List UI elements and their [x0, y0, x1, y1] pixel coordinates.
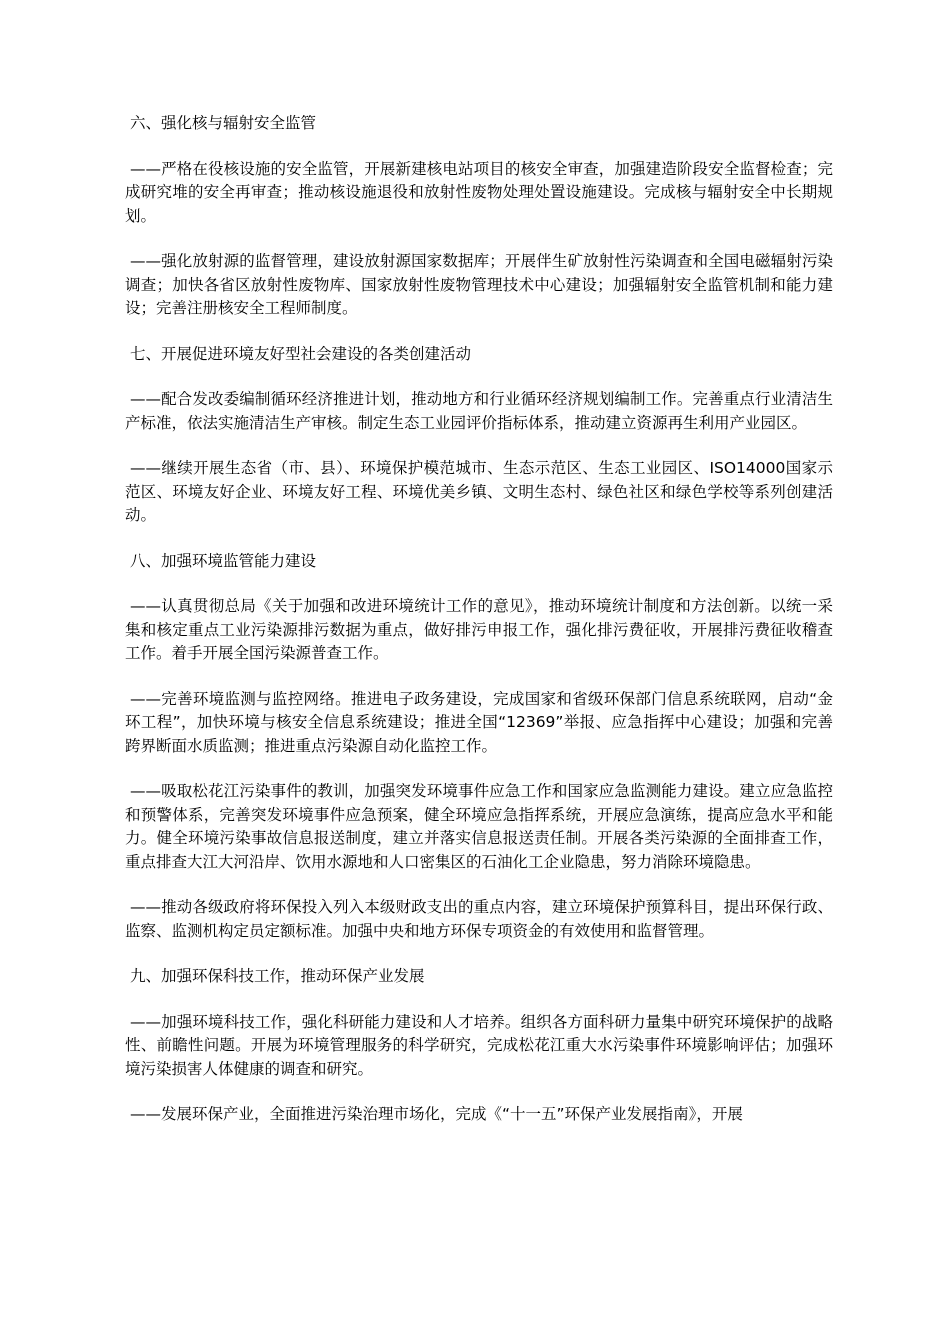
- document-body: [125, 112, 833, 1127]
- paragraph: ——推动各级政府将环保投入列入本级财政支出的重点内容，建立环境保护预算科目，提出环保行政、监察、监测机构定员定额标准。加强中央和地方环保专项资金的有效使用和监督管理。: [125, 898, 833, 940]
- paragraph: ——继续开展生态省（市、县）、环境保护模范城市、生态示范区、生态工业园区、ISO14000国家示范区、环境友好企业、环境友好工程、环境优美乡镇、文明生态村、绿色社区和绿色学校等系列创建活动。: [125, 459, 833, 524]
- section-heading-9: 九、加强环保科技工作，推动环保产业发展: [130, 967, 425, 985]
- section-heading-7: 七、开展促进环境友好型社会建设的各类创建活动: [130, 344, 472, 363]
- paragraph: ——严格在役核设施的安全监管，开展新建核电站项目的核安全审查，加强建造阶段安全监督检查；完成研究堆的安全再审查；推动核设施退役和放射性废物处理处置设施建设。完成核与辐射安全中长期规划。: [125, 159, 833, 225]
- paragraph: ——发展环保产业，全面推进污染治理市场化，完成《“十一五”环保产业发展指南》，开展: [130, 1105, 743, 1123]
- paragraph: ——吸取松花江污染事件的教训，加强突发环境事件应急工作和国家应急监测能力建设。建立应急监控和预警体系，完善突发环境事件应急预案，健全环境应急指挥系统，开展应急演练，提高应急水平和能力。健全环境污染事故信息报送制度，建立并落实信息报送责任制。开展各类污染源的全面排查工作，重点排查大江大河沿岸、饮用水源地和人口密集区的石油化工企业隐患，努力消除环境隐患。: [125, 782, 833, 871]
- paragraph: ——认真贯彻总局《关于加强和改进环境统计工作的意见》，推动环境统计制度和方法创新。以统一采集和核定重点工业污染源排污数据为重点，做好排污申报工作，强化排污费征收，开展排污费征收稽查工作。着手开展全国污染源普查工作。: [125, 597, 833, 662]
- paragraph: ——强化放射源的监督管理，建设放射源国家数据库；开展伴生矿放射性污染调查和全国电磁辐射污染调查；加快各省区放射性废物库、国家放射性废物管理技术中心建设；加强辐射安全监管机制和能力建设；完善注册核安全工程师制度。: [125, 252, 833, 317]
- paragraph: ——加强环境科技工作，强化科研能力建设和人才培养。组织各方面科研力量集中研究环境保护的战略性、前瞻性问题。开展为环境管理服务的科学研究，完成松花江重大水污染事件环境影响评估；加强环境污染损害人体健康的调查和研究。: [125, 1012, 833, 1078]
- section-heading-8: 八、加强环境监管能力建设: [130, 551, 317, 570]
- section-heading-6: 六、强化核与辐射安全监管: [130, 114, 317, 132]
- paragraph: ——配合发改委编制循环经济推进计划，推动地方和行业循环经济规划编制工作。完善重点行业清洁生产标准，依法实施清洁生产审核。制定生态工业园评价指标体系，推动建立资源再生利用产业园区。: [125, 390, 833, 432]
- paragraph: ——完善环境监测与监控网络。推进电子政务建设，完成国家和省级环保部门信息系统联网，启动“金环工程”，加快环境与核安全信息系统建设；推进全国“12369”举报、应急指挥中心建设；加强和完善跨界断面水质监测；推进重点污染源自动化监控工作。: [125, 689, 833, 755]
